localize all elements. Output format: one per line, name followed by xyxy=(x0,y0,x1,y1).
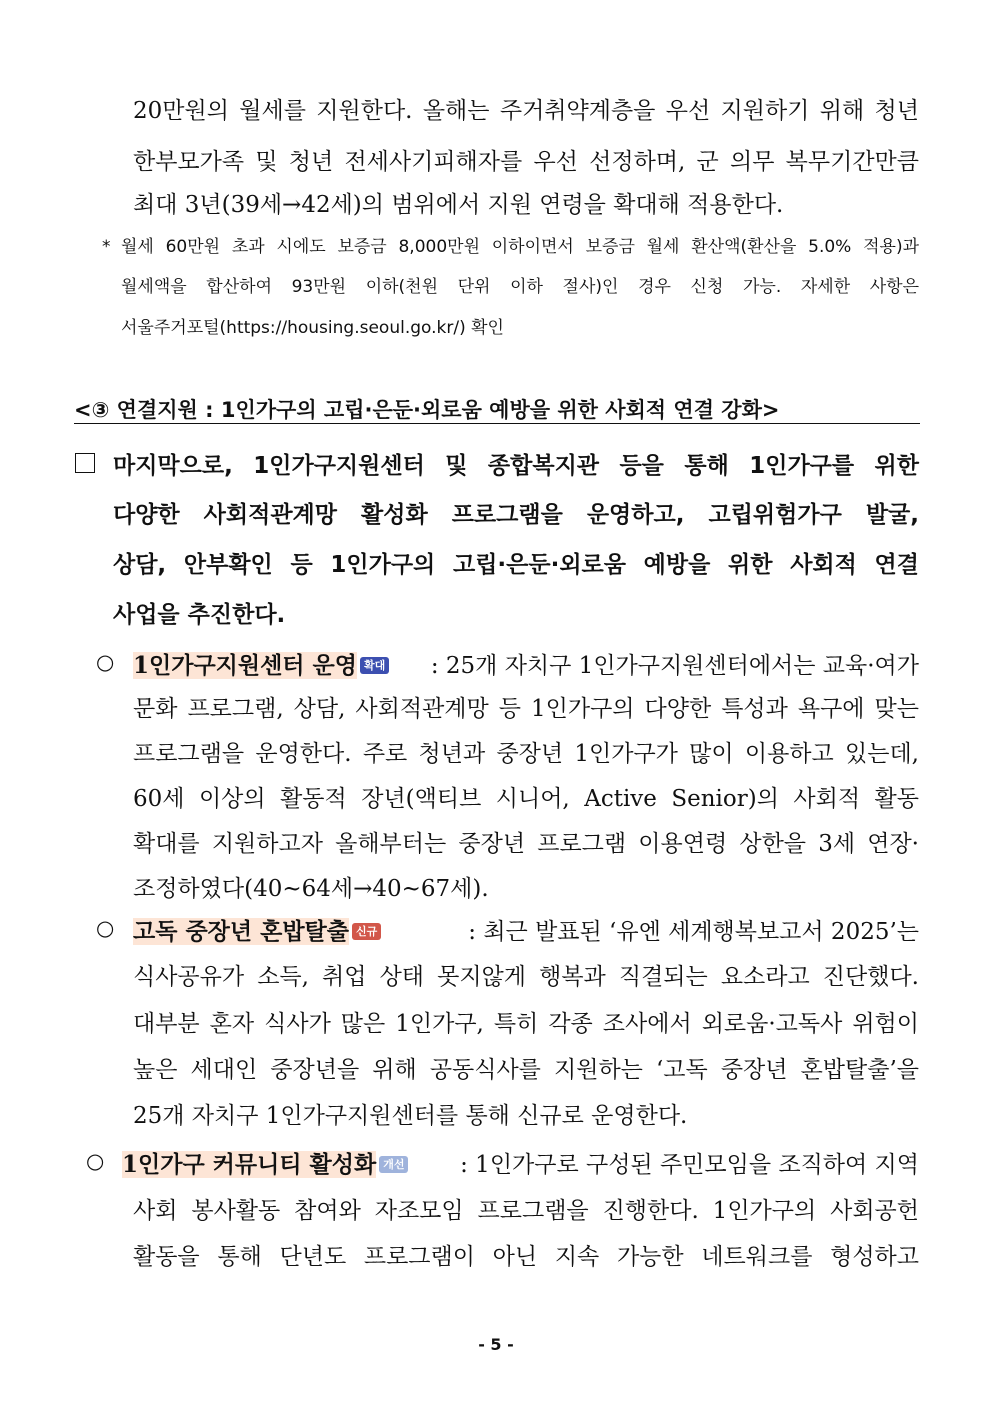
item-2-title: 고독 중장년 혼밥탈출 xyxy=(133,918,349,945)
item-2-badge-new: 신규 xyxy=(352,923,381,940)
intro-line-1: 20만원의 월세를 지원한다. 올해는 주거취약계층을 우선 지원하기 위해 청년 xyxy=(133,98,919,124)
item-1-badge-expand: 확대 xyxy=(360,657,389,674)
main-para-line-3: 상담, 안부확인 등 1인가구의 고립·은둔·외로움 예방을 위한 사회적 연결 xyxy=(113,552,919,578)
intro-line-3: 최대 3년(39세→42세)의 범위에서 지원 연령을 확대해 적용한다. xyxy=(133,192,784,218)
checkbox-square-icon xyxy=(75,453,95,473)
footnote-line-2: 월세액을 합산하여 93만원 이하(천원 단위 이하 절사)인 경우 신청 가능. 자세한 사항은 xyxy=(121,277,919,297)
footnote-marker: * xyxy=(102,237,111,257)
item-2-title-wrap xyxy=(133,913,381,946)
item-3-line-2: 사회 봉사활동 참여와 자조모임 프로그램을 진행한다. 1인가구의 사회공헌 xyxy=(133,1198,919,1224)
item-3-title: 1인가구 커뮤니티 활성화 xyxy=(122,1151,377,1178)
item-3-bullet: ○ xyxy=(86,1149,105,1173)
item-2-line-2: 식사공유가 소득, 취업 상태 못지않게 행복과 직결되는 요소라고 진단했다. xyxy=(133,964,919,990)
item-1-line-6: 조정하였다(40~64세→40~67세). xyxy=(133,876,489,902)
item-2-line-5: 25개 자치구 1인가구지원센터를 통해 신규로 운영한다. xyxy=(133,1103,688,1129)
item-1-line-4: 60세 이상의 활동적 장년(액티브 시니어, Active Senior)의 사회적 활동 xyxy=(133,786,919,812)
item-3-badge-improve: 개선 xyxy=(379,1156,408,1173)
item-1-first-line: : 25개 자치구 1인가구지원센터에서는 교육·여가 xyxy=(430,653,919,679)
item-2-line-3: 대부분 혼자 식사가 많은 1인가구, 특히 각종 조사에서 외로움·고독사 위험이 xyxy=(133,1011,919,1037)
footnote-line-3: 서울주거포털(https://housing.seoul.go.kr/) 확인 xyxy=(121,318,504,338)
main-para-line-4: 사업을 추진한다. xyxy=(113,602,286,628)
section-heading-underline xyxy=(74,423,920,424)
item-3-line-3: 활동을 통해 단년도 프로그램이 아닌 지속 가능한 네트워크를 형성하고 xyxy=(133,1244,919,1270)
intro-line-2: 한부모가족 및 청년 전세사기피해자를 우선 선정하며, 군 의무 복무기간만큼 xyxy=(133,149,919,175)
item-2-bullet: ○ xyxy=(96,916,115,940)
item-3-title-wrap xyxy=(122,1146,408,1179)
main-para-line-1: 마지막으로, 1인가구지원센터 및 종합복지관 등을 통해 1인가구를 위한 xyxy=(113,453,919,479)
item-1-line-5: 확대를 지원하고자 올해부터는 중장년 프로그램 이용연령 상한을 3세 연장· xyxy=(133,831,919,857)
page-number: - 5 - xyxy=(478,1335,514,1354)
item-1-bullet: ○ xyxy=(96,650,115,674)
item-1-line-3: 프로그램을 운영한다. 주로 청년과 중장년 1인가구가 많이 이용하고 있는데, xyxy=(133,741,919,767)
main-para-line-2: 다양한 사회적관계망 활성화 프로그램을 운영하고, 고립위험가구 발굴, xyxy=(113,502,919,528)
item-1-title: 1인가구지원센터 운영 xyxy=(133,652,357,679)
item-2-line-4: 높은 세대인 중장년을 위해 공동식사를 지원하는 ‘고독 중장년 혼밥탈출’을 xyxy=(133,1057,919,1083)
item-2-first-line: : 최근 발표된 ‘유엔 세계행복보고서 2025’는 xyxy=(468,919,919,945)
item-3-first-line: : 1인가구로 구성된 주민모임을 조직하여 지역 xyxy=(460,1152,919,1178)
section-heading: <③ 연결지원 : 1인가구의 고립·은둔·외로움 예방을 위한 사회적 연결 강화> xyxy=(74,398,780,422)
footnote-line-1: 월세 60만원 초과 시에도 보증금 8,000만원 이하이면서 보증금 월세 환산액(환산을 5.0% 적용)과 xyxy=(121,237,919,257)
item-1-line-2: 문화 프로그램, 상담, 사회적관계망 등 1인가구의 다양한 특성과 욕구에 맞는 xyxy=(133,696,919,722)
item-1-title-wrap xyxy=(133,647,389,680)
